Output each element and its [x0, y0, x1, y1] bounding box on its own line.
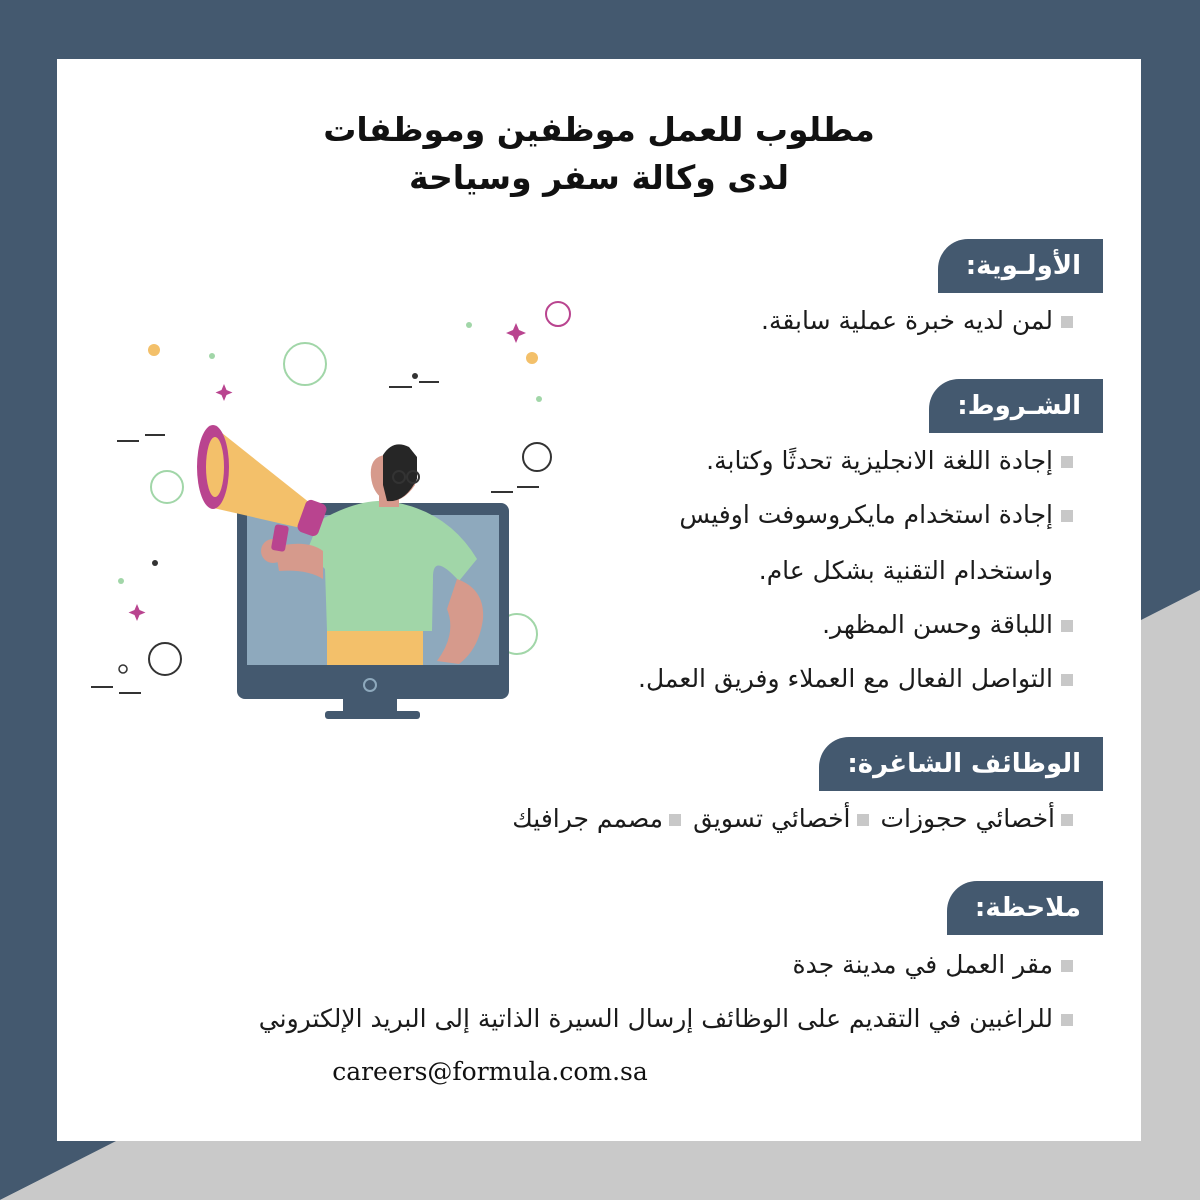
page-title-line-1: مطلوب للعمل موظفين وموظفات — [323, 110, 875, 149]
note-item: للراغبين في التقديم على الوظائف إرسال السيرة الذاتية إلى البريد الإلكتروني — [259, 1001, 1073, 1037]
condition-item: إجادة استخدام مايكروسوفت اوفيس — [679, 497, 1073, 533]
bullet-square-icon — [1061, 814, 1073, 826]
bullet-square-icon — [669, 814, 681, 826]
priority-heading: الأولـوية: — [938, 239, 1103, 293]
decor-circle — [149, 643, 181, 675]
job-title: مصمم جرافيك — [512, 804, 664, 833]
note-heading: ملاحظة: — [947, 881, 1103, 935]
page-title-line-2: لدى وكالة سفر وسياحة — [408, 158, 789, 197]
condition-item: اللباقة وحسن المظهر. — [822, 607, 1073, 643]
vacancies-list — [512, 801, 1073, 837]
condition-item-continuation: واستخدام التقنية بشكل عام. — [758, 556, 1053, 585]
bullet-square-icon — [1061, 316, 1073, 328]
bullet-square-icon — [1061, 510, 1073, 522]
megaphone-man-illustration — [87, 289, 607, 739]
priority-item: لمن لديه خبرة عملية سابقة. — [761, 303, 1073, 339]
bullet-square-icon — [1061, 456, 1073, 468]
decor-circle — [523, 443, 551, 471]
bullet-square-icon — [1061, 960, 1073, 972]
job-title: أخصائي تسويق — [693, 804, 851, 833]
contact-email: careers@formula.com.sa — [332, 1057, 648, 1086]
condition-item: التواصل الفعال مع العملاء وفريق العمل. — [638, 661, 1073, 697]
bullet-square-icon — [1061, 620, 1073, 632]
content-card — [57, 59, 1141, 1141]
vacancies-heading: الوظائف الشاغرة: — [819, 737, 1103, 791]
decor-circle — [546, 302, 570, 326]
bullet-square-icon — [1061, 674, 1073, 686]
decor-circle — [151, 471, 183, 503]
job-title: أخصائي حجوزات — [880, 804, 1055, 833]
condition-item: إجادة اللغة الانجليزية تحدثًا وكتابة. — [706, 443, 1073, 479]
decor-circle — [284, 343, 326, 385]
conditions-heading: الشـروط: — [929, 379, 1103, 433]
note-item: مقر العمل في مدينة جدة — [792, 947, 1073, 983]
bullet-square-icon — [1061, 1014, 1073, 1026]
bullet-square-icon — [857, 814, 869, 826]
